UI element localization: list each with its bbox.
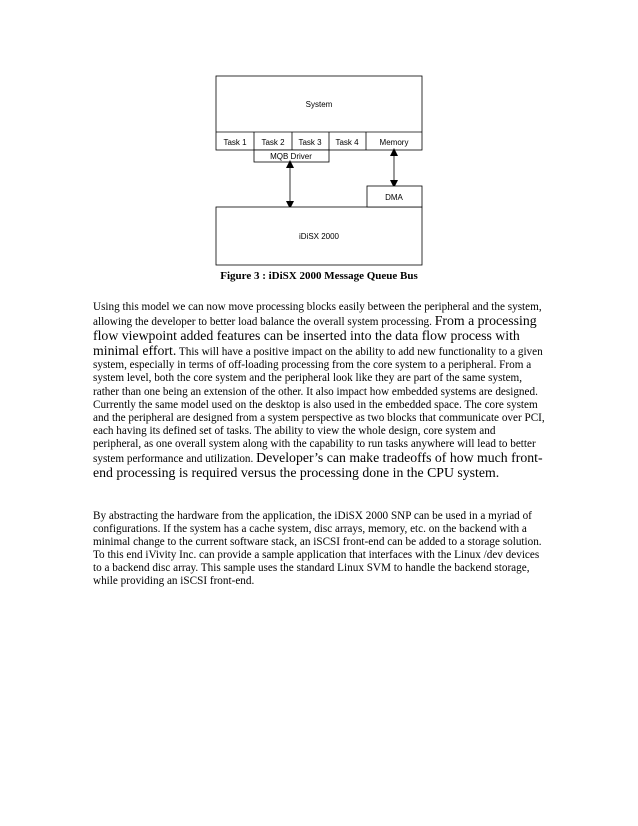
message-queue-bus-diagram — [0, 0, 638, 270]
para1-sentence-1: Using this model we can now move processing blocks easily between the peripheral and the system, allowing the developer to better load balance the overall system processing. — [93, 301, 542, 329]
para1-sentence-4: Developer’s can make tradeoffs of how much front-end processing is required versus the processing done in the CPU system. — [93, 450, 543, 481]
task-2-label: Task 2 — [261, 138, 285, 147]
system-label: System — [305, 100, 333, 109]
task-3-label: Task 3 — [298, 138, 322, 147]
task-4-label: Task 4 — [335, 138, 359, 147]
body-paragraph-1 — [93, 301, 545, 481]
idisx-label: iDiSX 2000 — [298, 232, 340, 241]
para1-sentence-2: From a processing flow viewpoint added features can be inserted into the data flow process with minimal effort. — [93, 313, 537, 359]
memory-label: Memory — [379, 138, 409, 147]
mqb-driver-label: MQB Driver — [270, 152, 312, 161]
body-paragraph-2: By abstracting the hardware from the application, the iDiSX 2000 SNP can be used in a myriad of configurations. If the system has a cache system, disc arrays, memory, etc. on the backend with a minimal change to the current software stack, an iSCSI front-end can be added to a storage solution. To this end iVivity Inc. can provide a sample application that interfaces with the Linux /dev devices to a backend disc array. This sample uses the standard Linux SVM to handle the backend storage, while providing an iSCSI front-end. — [93, 510, 542, 588]
figure-caption: Figure 3 : iDiSX 2000 Message Queue Bus — [220, 270, 418, 282]
dma-label: DMA — [385, 193, 403, 202]
para1-sentence-3: This will have a positive impact on the ability to add new functionality to a given system, especially in terms of off-loading processing from the core system to a peripheral. From a system level, both the core system and the peripheral look like they are part of the same system, rather than one being an extension of the other. It also impact how embedded systems are designed. Currently the same model used on the desktop is also used in the embedded space. The core system and the peripheral are designed from a system perspective as two blocks that communicate over PCI, each having its defined set of tasks. The ability to view the whole design, core system and peripheral, as one overall system along with the capability to run tasks anywhere will lead to better system performance and utilization. — [93, 346, 545, 466]
task-1-label: Task 1 — [223, 138, 247, 147]
